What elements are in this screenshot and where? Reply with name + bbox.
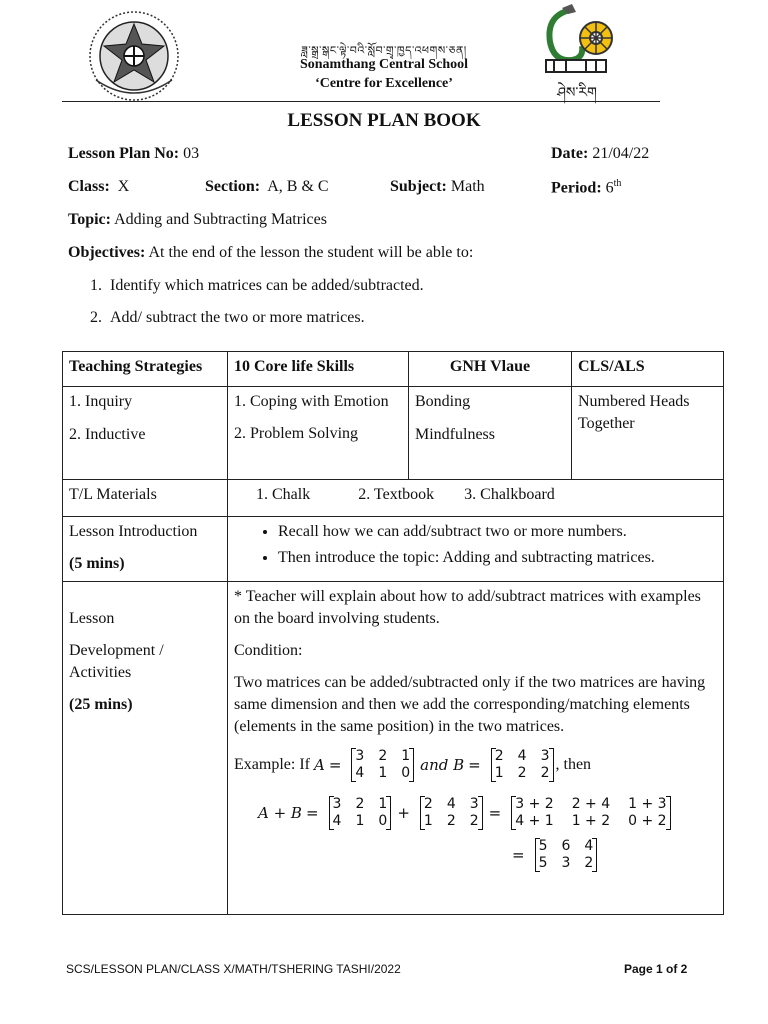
objective-text: Identify which matrices can be added/subtracted. bbox=[110, 277, 424, 294]
matrix-cell: 2 bbox=[378, 748, 388, 764]
class-label: Class: bbox=[68, 178, 110, 195]
strategy-item: 1. Inquiry bbox=[69, 393, 133, 410]
topic-value: Adding and Subtracting Matrices bbox=[114, 211, 327, 228]
matrix-cell: 2 bbox=[517, 765, 527, 781]
matrix-row bbox=[333, 813, 388, 830]
matrix-a bbox=[351, 748, 414, 782]
header-cls-als: CLS/ALS bbox=[572, 352, 724, 387]
development-time: (25 mins) bbox=[69, 696, 133, 713]
matrix-row bbox=[424, 796, 479, 813]
school-name-tibetan: ཟླ་སྒྲ་སྒང་ལྟེ་བའི་སློབ་གྲྭ་ཁྱད་འཕགས་ཅན། bbox=[301, 45, 467, 57]
matrix-cell: 1 bbox=[423, 813, 433, 829]
matrix-cell: 6 bbox=[561, 838, 571, 854]
period-value: 6 bbox=[605, 179, 614, 197]
plus-sign: + bbox=[397, 804, 410, 822]
development-label-2: Development / Activities bbox=[69, 642, 164, 681]
introduction-cell bbox=[228, 517, 724, 582]
section-value: A, B & C bbox=[267, 178, 329, 195]
matrix-cell: 1 bbox=[401, 748, 411, 764]
example-suffix: , then bbox=[555, 756, 592, 773]
development-label: Lesson bbox=[69, 610, 115, 627]
matrix-cell: 2 bbox=[540, 765, 550, 781]
equals-sign: = bbox=[512, 846, 525, 864]
subject-value: Math bbox=[450, 178, 485, 195]
introduction-label: Lesson Introduction bbox=[69, 523, 198, 540]
matrix-cell: 0 bbox=[378, 813, 388, 829]
matrix-cell: 2 bbox=[494, 748, 504, 764]
life-skill-item: 2. Problem Solving bbox=[234, 425, 359, 442]
matrix-cell: 2 bbox=[446, 813, 456, 829]
matrix-cell: 3 bbox=[469, 796, 479, 812]
matrix-row bbox=[495, 748, 550, 765]
matrix-a bbox=[329, 796, 392, 830]
period-field bbox=[551, 178, 621, 197]
objective-item: 1. Identify which matrices can be added/subtracted. bbox=[90, 277, 424, 294]
header-teaching-strategies: Teaching Strategies bbox=[63, 352, 228, 387]
table-row bbox=[63, 517, 724, 582]
matrix-cell: 5 bbox=[538, 855, 548, 871]
introduction-point: • Then introduce the topic: Adding and subtracting matrices. bbox=[278, 547, 717, 569]
matrix-cell: 2 bbox=[355, 796, 365, 812]
school-logo-caption: ཤེས་རིག bbox=[557, 85, 597, 101]
objectives-intro: At the end of the lesson the student will be able to: bbox=[148, 244, 474, 261]
material-item: 3. Chalkboard bbox=[464, 486, 555, 503]
matrix-cell: 3 bbox=[561, 855, 571, 871]
life-skill-item: 1. Coping with Emotion bbox=[234, 393, 389, 410]
period-label: Period: bbox=[551, 179, 602, 197]
section-label: Section: bbox=[205, 178, 261, 195]
school-motto: ‘Centre for Excellence’ bbox=[315, 76, 453, 91]
matrix-cell: 2 bbox=[584, 855, 594, 871]
table-row bbox=[63, 387, 724, 480]
introduction-label-cell bbox=[63, 517, 228, 582]
lesson-plan-table bbox=[62, 351, 724, 915]
class-field bbox=[68, 178, 129, 196]
development-condition: Condition: bbox=[234, 642, 303, 659]
matrix-cell: 1 bbox=[355, 813, 365, 829]
gnh-cell bbox=[409, 387, 572, 480]
matrix-sum-expression bbox=[511, 796, 670, 830]
matrix-cell: 3 bbox=[332, 796, 342, 812]
footer-reference: SCS/LESSON PLAN/CLASS X/MATH/TSHERING TASHI/2022 bbox=[66, 962, 401, 976]
objectives-label: Objectives: bbox=[68, 244, 146, 261]
equals-sign: = bbox=[468, 756, 481, 774]
introduction-point: • Recall how we can add/subtract two or more numbers. bbox=[278, 521, 717, 543]
matrix-cell: 4 bbox=[355, 765, 365, 781]
class-value: X bbox=[117, 178, 130, 195]
example-prefix: Example: If bbox=[234, 756, 310, 773]
lesson-date bbox=[551, 145, 649, 163]
example-line bbox=[234, 748, 717, 782]
table-row bbox=[63, 480, 724, 517]
matrix-row bbox=[515, 813, 666, 830]
result-line bbox=[508, 838, 717, 872]
header-life-skills: 10 Core life Skills bbox=[228, 352, 409, 387]
page-title: LESSON PLAN BOOK bbox=[287, 110, 481, 131]
materials-label: T/L Materials bbox=[63, 480, 228, 517]
header-gnh-value: GNH Vlaue bbox=[409, 352, 572, 387]
life-skills-cell bbox=[228, 387, 409, 480]
matrix-row bbox=[333, 796, 388, 813]
period-suffix: th bbox=[613, 178, 622, 189]
matrix-cell: 5 bbox=[538, 838, 548, 854]
table-row bbox=[63, 582, 724, 915]
math-expr: A + B bbox=[258, 804, 302, 822]
school-name: Sonamthang Central School bbox=[299, 57, 469, 72]
school-logo bbox=[532, 2, 618, 74]
matrix-cell: 1 + 3 bbox=[628, 796, 667, 812]
matrix-cell: 2 bbox=[423, 796, 433, 812]
introduction-list bbox=[234, 521, 717, 569]
lesson-plan-no-label: Lesson Plan No: bbox=[68, 145, 180, 162]
objective-item: 2. Add/ subtract the two or more matrices. bbox=[90, 309, 365, 326]
matrix-cell: 1 bbox=[378, 796, 388, 812]
matrix-cell: 1 bbox=[378, 765, 388, 781]
date-label: Date: bbox=[551, 145, 589, 162]
development-label-cell bbox=[63, 582, 228, 915]
matrix-cell: 1 bbox=[494, 765, 504, 781]
lesson-plan-no-value: 03 bbox=[183, 145, 200, 162]
topic-label: Topic: bbox=[68, 211, 111, 228]
date-value: 21/04/22 bbox=[592, 145, 650, 162]
objectives-field bbox=[68, 244, 473, 262]
matrix-cell: 4 bbox=[517, 748, 527, 764]
national-emblem-logo bbox=[84, 10, 184, 104]
material-item: 2. Textbook bbox=[358, 486, 435, 503]
matrix-b bbox=[491, 748, 554, 782]
materials-cell bbox=[228, 480, 724, 517]
matrix-cell: 4 + 1 bbox=[515, 813, 554, 829]
introduction-time: (5 mins) bbox=[69, 555, 125, 572]
equals-sign: = bbox=[305, 804, 319, 822]
math-var: and B bbox=[420, 756, 465, 774]
matrix-cell: 3 bbox=[540, 748, 550, 764]
matrix-row bbox=[539, 838, 594, 855]
development-cell bbox=[228, 582, 724, 915]
matrix-cell: 4 bbox=[446, 796, 456, 812]
section-field bbox=[205, 178, 329, 196]
equals-sign: = bbox=[328, 756, 342, 774]
matrix-row bbox=[424, 813, 479, 830]
math-var: A bbox=[313, 756, 325, 774]
cls-cell: Numbered Heads Together bbox=[572, 387, 724, 480]
matrix-result bbox=[535, 838, 598, 872]
matrix-row bbox=[355, 765, 410, 782]
matrix-cell: 2 + 4 bbox=[571, 796, 611, 812]
page-number: Page 1 of 2 bbox=[624, 962, 688, 976]
matrix-cell: 1 + 2 bbox=[571, 813, 611, 829]
header-divider bbox=[62, 101, 660, 102]
table-header-row bbox=[63, 352, 724, 387]
matrix-cell: 4 bbox=[584, 838, 594, 854]
objective-text: Add/ subtract the two or more matrices. bbox=[110, 309, 365, 326]
gnh-item: Bonding bbox=[415, 393, 471, 410]
development-para: * Teacher will explain about how to add/subtract matrices with examples on the board involving students. bbox=[234, 588, 701, 627]
strategy-item: 2. Inductive bbox=[69, 426, 146, 443]
strategies-cell bbox=[63, 387, 228, 480]
matrix-cell: 3 + 2 bbox=[515, 796, 554, 812]
matrix-cell: 3 bbox=[355, 748, 365, 764]
matrix-cell: 0 + 2 bbox=[628, 813, 667, 829]
sum-line bbox=[258, 796, 717, 830]
material-item: 1. Chalk bbox=[256, 486, 311, 503]
matrix-row bbox=[355, 748, 410, 765]
gnh-item: Mindfulness bbox=[415, 426, 495, 443]
matrix-row bbox=[495, 765, 550, 782]
development-para: Two matrices can be added/subtracted only if the two matrices are having same dimension and then we add the corresponding/matching elements (elements in the same position) in the two matrices. bbox=[234, 674, 706, 735]
matrix-cell: 4 bbox=[332, 813, 342, 829]
matrix-row bbox=[515, 796, 666, 813]
lesson-plan-no bbox=[68, 145, 199, 163]
equals-sign: = bbox=[488, 804, 502, 822]
matrix-row bbox=[539, 855, 594, 872]
matrix-b bbox=[420, 796, 483, 830]
matrix-cell: 0 bbox=[401, 765, 411, 781]
subject-label: Subject: bbox=[390, 178, 447, 195]
matrix-cell: 2 bbox=[469, 813, 479, 829]
topic-field bbox=[68, 211, 327, 229]
subject-field bbox=[390, 178, 485, 196]
